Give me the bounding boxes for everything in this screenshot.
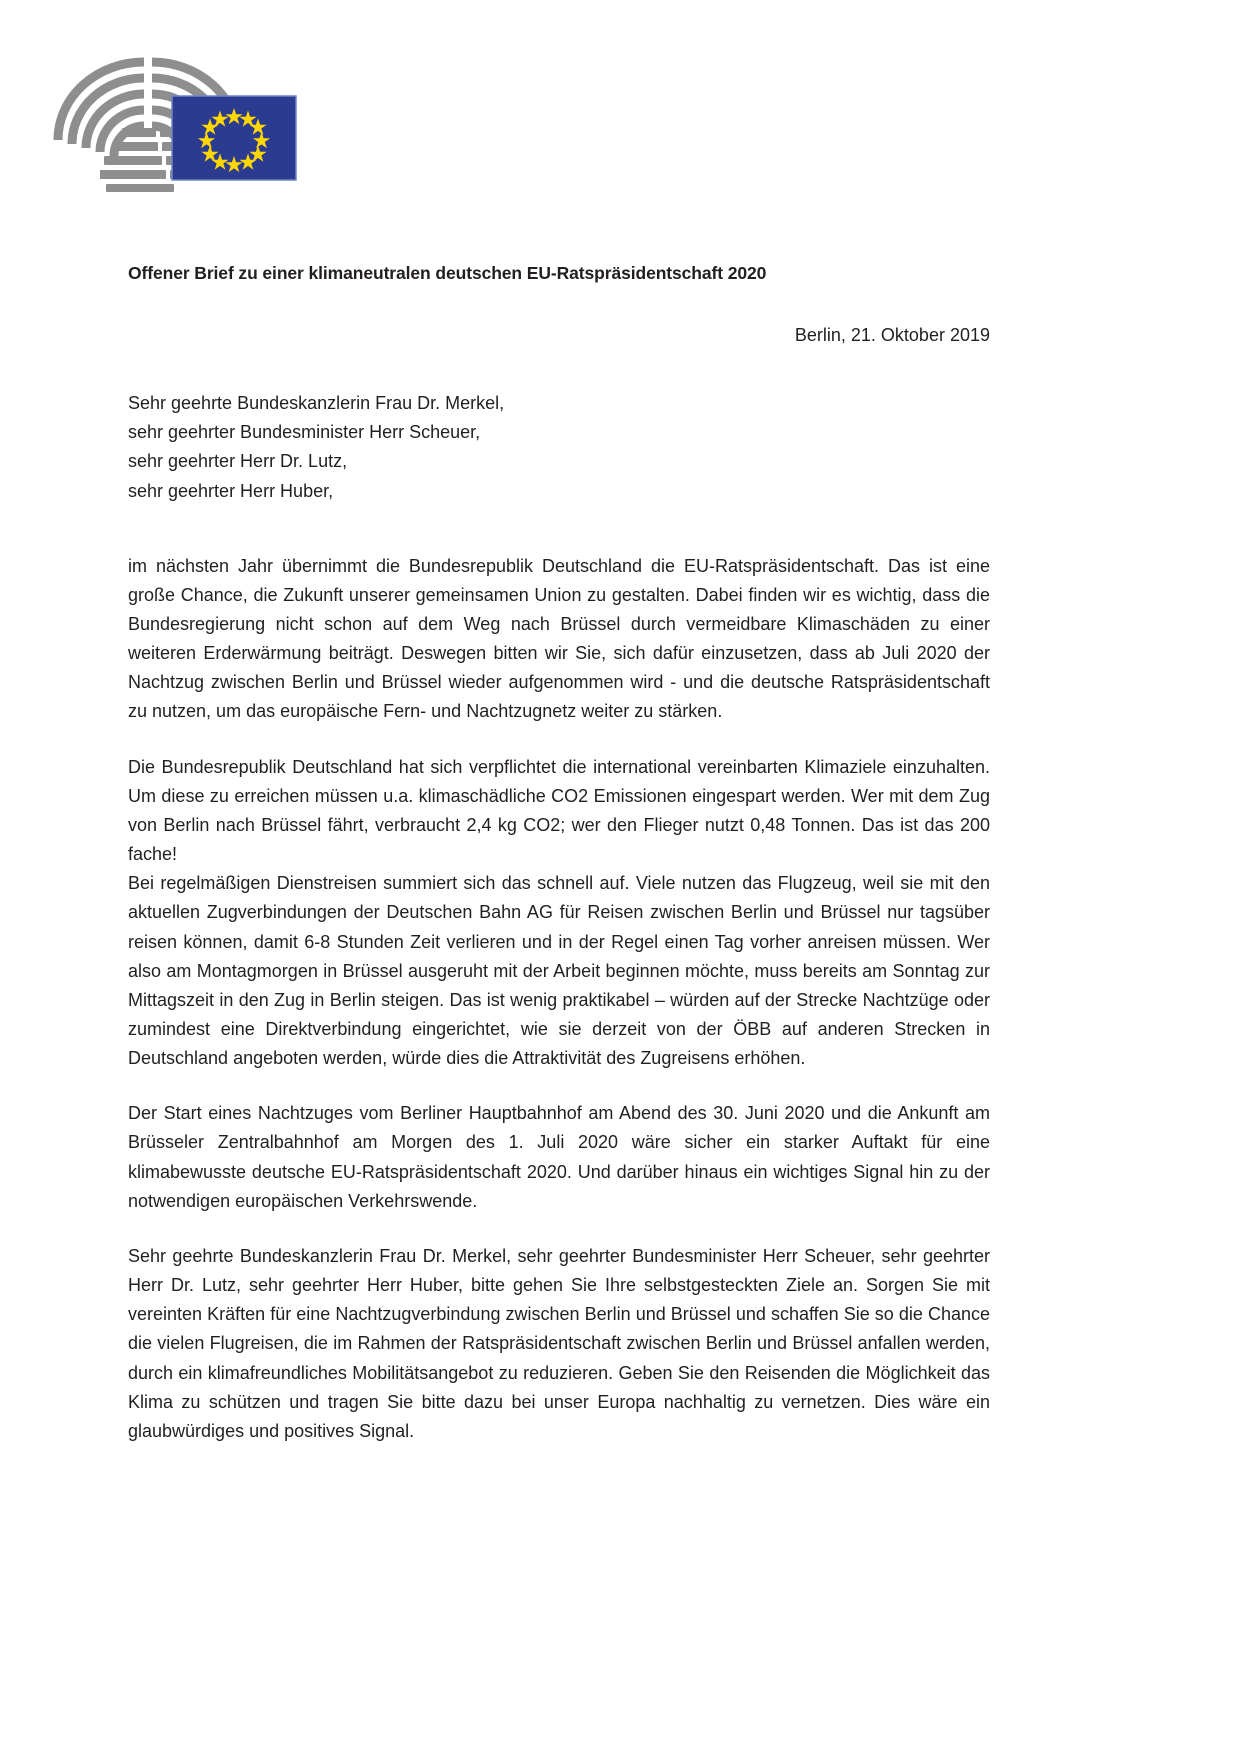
page-title: Offener Brief zu einer klimaneutralen deutschen EU-Ratspräsidentschaft 2020 <box>128 263 767 283</box>
body-paragraph: Sehr geehrte Bundeskanzlerin Frau Dr. Merkel, sehr geehrter Bundesminister Herr Scheuer, sehr geehrter Herr Dr. Lutz, sehr geehrter Herr Huber, bitte gehen Sie Ihre selbstgesteckten Ziele an. Sorgen Sie mit vereinten Kräften für eine Nachtzugverbindung zwischen Berlin und Brüssel und schaffen Sie so die Chance die vielen Flugreisen, die im Rahmen der Ratspräsidentschaft zwischen Berlin und Brüssel anfallen werden, durch ein klimafreundliches Mobilitätsangebot zu reduzieren. Geben Sie den Reisenden die Möglichkeit das Klima zu schützen und tragen Sie bitte dazu bei unser Europa nachhaltig zu vernetzen. Dies wäre ein glaubwürdiges und positives Signal. <box>128 1245 990 1441</box>
body-paragraph: im nächsten Jahr übernimmt die Bundesrepublik Deutschland die EU-Ratspräsidentschaft. Das ist eine große Chance, die Zukunft unserer gemeinsamen Union zu gestalten. Dabei finden wir es wichtig, dass die Bundesregierung nicht schon auf dem Weg nach Brüssel durch vermeidbare Klimaschäden zu einer weiteren Erderwärmung beiträgt. Deswegen bitten wir Sie, sich dafür einzusetzen, dass ab Juli 2020 der Nachtzug zwischen Berlin und Brüssel wieder aufgenommen wird - und die deutsche Ratspräsidentschaft zu nutzen, um das europäische Fern- und Nachtzugnetz weiter zu stärken. <box>128 555 990 722</box>
salutation-line: Sehr geehrte Bundeskanzlerin Frau Dr. Merkel, <box>128 393 505 414</box>
salutation-line: sehr geehrter Herr Huber, <box>128 480 334 501</box>
salutation-line: sehr geehrter Herr Dr. Lutz, <box>128 451 348 472</box>
letter-body <box>128 262 990 1446</box>
salutation-line: sehr geehrter Bundesminister Herr Scheuer, <box>128 422 481 443</box>
european-parliament-logo <box>48 44 300 192</box>
body-paragraph: Die Bundesrepublik Deutschland hat sich verpflichtet die international vereinbarten Klimaziele einzuhalten. Um diese zu erreichen müssen u.a. klimaschädliche CO2 Emissionen eingespart werden. Wer mit dem Zug von Berlin nach Brüssel fährt, verbraucht 2,4 kg CO2; wer den Flieger nutzt 0,48 Tonnen. Das ist das 200 fache! <box>128 756 990 865</box>
eu-flag-icon <box>172 96 296 180</box>
date-line: Berlin, 21. Oktober 2019 <box>794 324 990 345</box>
body-paragraph: Der Start eines Nachtzuges vom Berliner Hauptbahnhof am Abend des 30. Juni 2020 und die Ankunft am Brüsseler Zentralbahnhof am Morgen des 1. Juli 2020 wäre sicher ein starker Auftakt für eine klimabewusste deutsche EU-Ratspräsidentschaft 2020. Und darüber hinaus ein wichtiges Signal hin zu der notwendigen europäischen Verkehrswende. <box>128 1103 990 1211</box>
body-paragraph: Bei regelmäßigen Dienstreisen summiert sich das schnell auf. Viele nutzen das Flugzeug, weil sie mit den aktuellen Zugverbindungen der Deutschen Bahn AG für Reisen zwischen Berlin und Brüssel nur tagsüber reisen können, damit 6-8 Stunden Zeit verlieren und in der Regel einen Tag vorher anreisen müssen. Wer also am Montagmorgen in Brüssel ausgeruht mit der Arbeit beginnen möchte, muss bereits am Sonntag zur Mittagszeit in den Zug in Berlin steigen. Das ist wenig praktikabel – würden auf der Strecke Nachtzüge oder zumindest eine Direktverbindung eingerichtet, wie sie derzeit von der ÖBB auf anderen Strecken in Deutschland angeboten werden, würde dies die Attraktivität des Zugreisens erhöhen. <box>128 873 990 1069</box>
salutation-block <box>128 389 990 506</box>
